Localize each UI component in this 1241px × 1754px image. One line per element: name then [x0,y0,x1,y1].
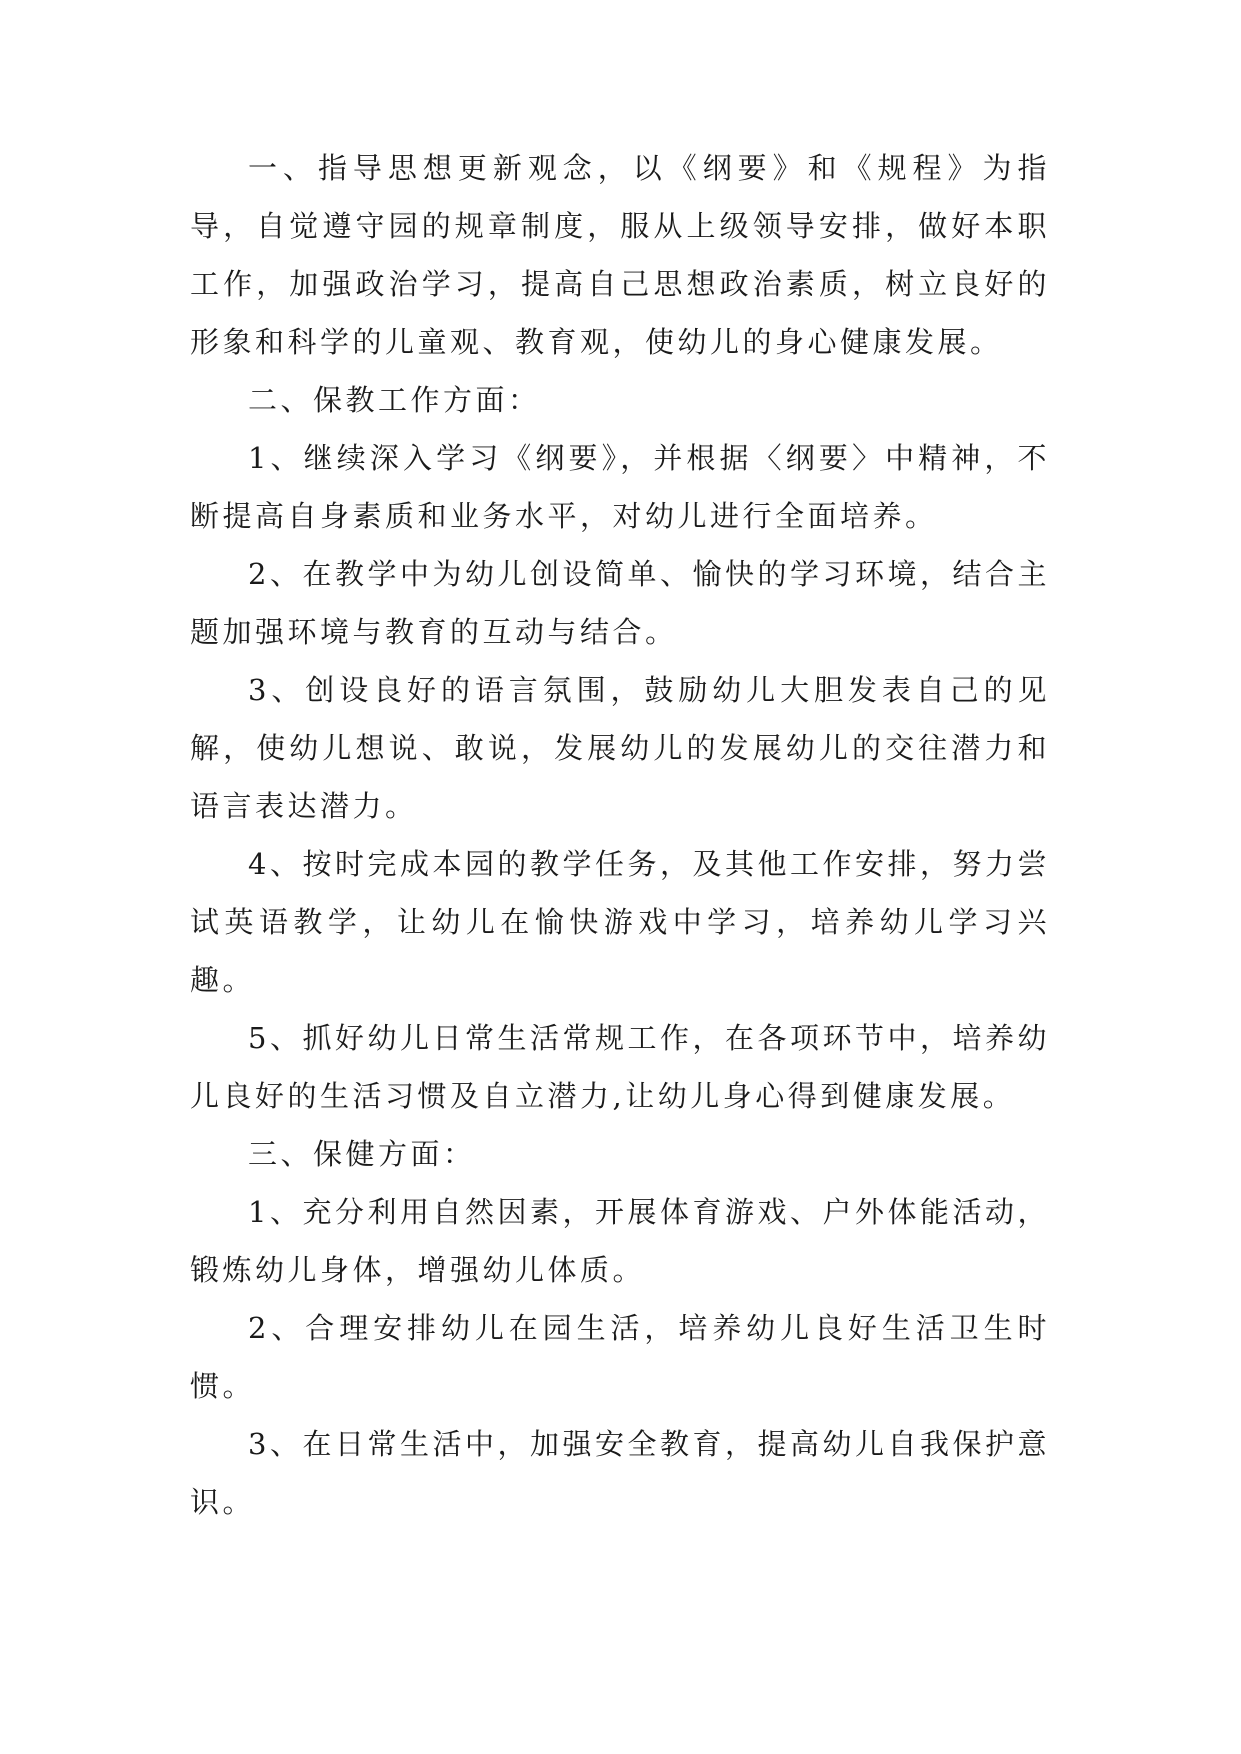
paragraph-health-item-3: 3、在日常生活中，加强安全教育，提高幼儿自我保护意识。 [190,1427,1050,1519]
document-page [190,139,1050,1531]
paragraph-teaching-item-3: 3、创设良好的语言氛围，鼓励幼儿大胆发表自己的见解，使幼儿想说、敢说，发展幼儿的发展幼儿的交往潜力和语言表达潜力。 [190,673,1050,823]
paragraph-teaching-item-1: 1、继续深入学习《纲要》，并根据〈纲要〉中精神，不断提高自身素质和业务水平，对幼儿进行全面培养。 [190,441,1050,533]
paragraph-health-item-2: 2、合理安排幼儿在园生活，培养幼儿良好生活卫生时惯。 [190,1311,1050,1403]
paragraph-teaching-item-5: 5、抓好幼儿日常生活常规工作，在各项环节中，培养幼儿良好的生活习惯及自立潜力,让幼儿身心得到健康发展。 [190,1021,1050,1113]
paragraph-health-item-1: 1、充分利用自然因素，开展体育游戏、户外体能活动，锻炼幼儿身体，增强幼儿体质。 [190,1195,1050,1287]
heading-health-care: 三、保健方面： [248,1137,476,1171]
paragraph-guiding-thought: 一、指导思想更新观念，以《纲要》和《规程》为指导，自觉遵守园的规章制度，服从上级领导安排，做好本职工作，加强政治学习，提高自己思想政治素质，树立良好的形象和科学的儿童观、教育观，使幼儿的身心健康发展。 [190,151,1050,359]
paragraph-teaching-item-2: 2、在教学中为幼儿创设简单、愉快的学习环境，结合主题加强环境与教育的互动与结合。 [190,557,1050,649]
paragraph-teaching-item-4: 4、按时完成本园的教学任务，及其他工作安排，努力尝试英语教学，让幼儿在愉快游戏中学习，培养幼儿学习兴趣。 [190,847,1050,997]
heading-teaching-work: 二、保教工作方面： [248,383,541,417]
